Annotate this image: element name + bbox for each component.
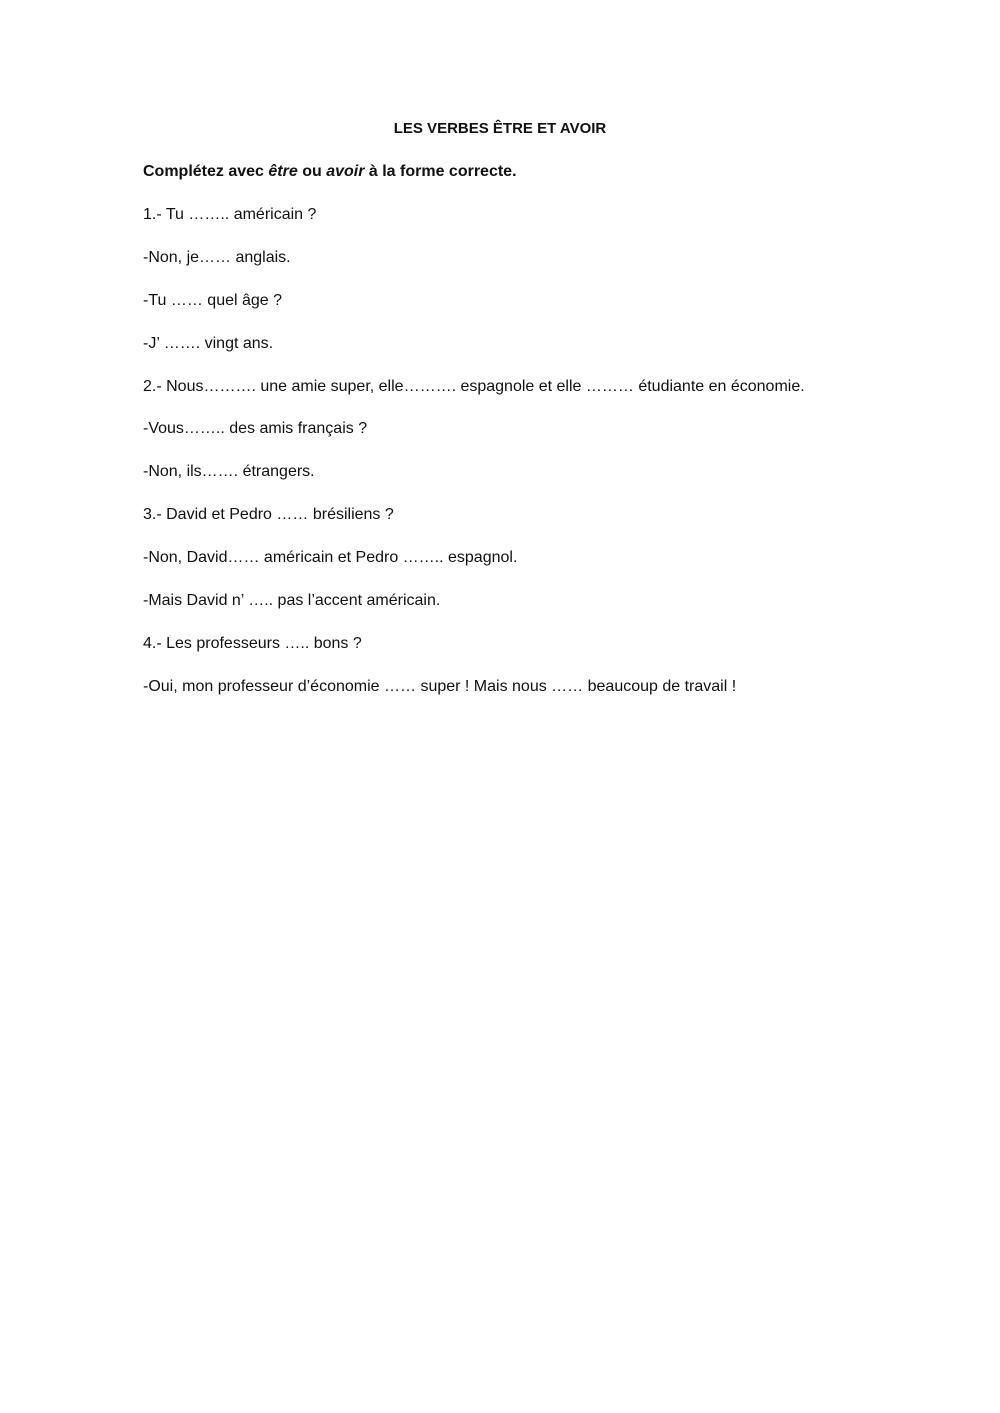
instruction-text-end: à la forme correcte. [364,163,517,180]
exercise-line: -Non, David…… américain et Pedro …….. espagnol. [143,549,518,567]
instruction-verb-avoir: avoir [326,163,365,180]
instruction-text-start: Complétez avec [143,163,269,180]
exercise-line: 3.- David et Pedro …… brésiliens ? [143,506,394,524]
exercise-line: -Vous…….. des amis français ? [143,420,368,438]
exercise-line: -Oui, mon professeur d’économie …… super ! Mais nous …… beaucoup de travail ! [143,677,737,695]
exercise-lines [143,205,963,720]
exercise-line: 2.- Nous………. une amie super, elle………. espagnole et elle ……… étudiante en économie. [143,377,805,395]
exercise-line: 4.- Les professeurs ….. bons ? [143,634,362,652]
instruction-text-or: ou [297,163,327,180]
page-title: LES VERBES ÊTRE ET AVOIR [393,120,607,137]
exercise-line: -J’ ……. vingt ans. [143,334,274,352]
exercise-line: -Non, ils……. étrangers. [143,463,315,481]
exercise-line: -Non, je…… anglais. [143,248,291,266]
exercise-instruction [143,162,517,182]
instruction-verb-etre: être [268,163,298,180]
exercise-line: 1.- Tu …….. américain ? [143,206,317,223]
exercise-line: -Mais David n’ ….. pas l’accent américain. [143,592,441,610]
exercise-line: -Tu …… quel âge ? [143,291,283,309]
